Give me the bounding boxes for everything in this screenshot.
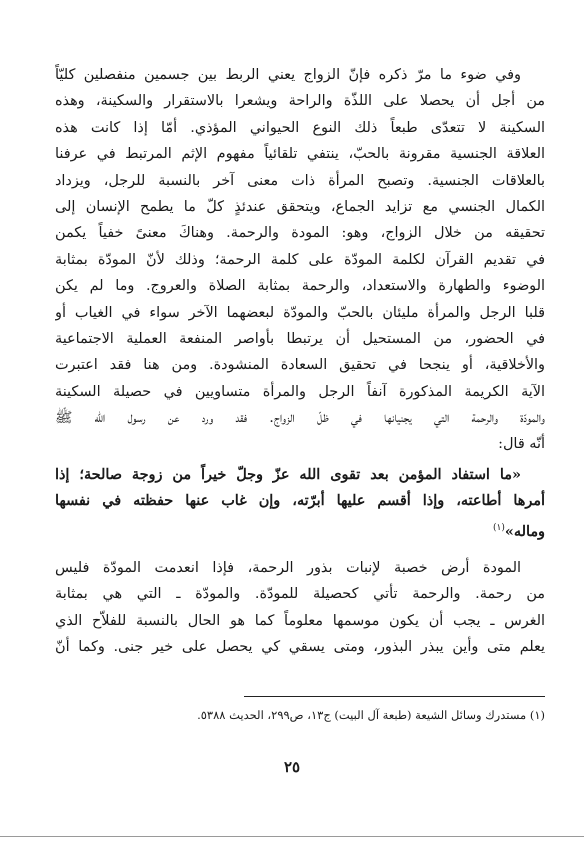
quote-text: وماله» xyxy=(504,522,545,540)
paragraph-gap xyxy=(55,541,545,555)
text-line: العلاقة الجنسية مقرونة بالحبّ، ينتفي تلقائياً مفهوم الإثم المرتبط في عرفنا xyxy=(55,146,545,163)
text-line: الغرس ـ يجب أن يكون موسمها معلوماً كما هو الحال بالنسبة للفلاّح الذي xyxy=(55,612,545,629)
text-line: بالعلاقات الجنسية. وتصبح المرأة ذات معنى آخر بالنسبة للرجل، ويزداد xyxy=(55,172,545,189)
footnote-divider xyxy=(244,696,545,697)
text-line: وفي ضوء ما مرّ ذكره فإنّ الزواج يعني الربط بين جسمين منفصلين كليّاً xyxy=(55,67,521,83)
text-line: في تقديم القرآن لكلمة المودّة على كلمة الرحمة؛ وذلك لأنّ المودّة بمثابة xyxy=(55,251,545,268)
page-number: ٢٥ xyxy=(283,758,301,776)
text-line: الآية الكريمة المذكورة آنفاً الرجل والمرأة متساويين في حصيلة السكينة xyxy=(55,383,545,400)
text-line: من رحمة. والرحمة تأتي كحصيلة للمودّة. والمودّة ـ التي هي بمثابة xyxy=(55,586,545,603)
text-line: تحقيقه من خلال الزواج، وهو: المودة والرحمة. وهناكَ معنىً خفياً يكمن xyxy=(55,225,545,242)
quote-line-last xyxy=(55,515,545,541)
text-line: الوضوء والطهارة والاستعداد، والرحمة بمثابة الصلاة والعروج. وما لم يكن xyxy=(55,278,545,295)
quote-line: أمرها أطاعته، وإذا أقسم عليها أبرّته، وإن غاب عنها حفظته في نفسها xyxy=(55,492,545,510)
text-line: في الحضور، من المستحيل أن يرتبطا بأواصر المنفعة العملية الاجتماعية xyxy=(55,330,545,347)
text-line: والمودّة والرحمة التي يجنيانها في ظلّ الزواج. فقد ورد عن رسول الله ﷺ xyxy=(55,410,545,427)
page-bottom-edge xyxy=(0,836,584,837)
quote-line: «ما استفاد المؤمن بعد تقوى الله عزّ وجلّ خيراً من زوجة صالحة؛ إذا xyxy=(55,465,521,483)
text-line: السكينة لا تتعدّى طبعاً ذلك النوع الحيواني المؤذي. أمّا إذا كانت هذه xyxy=(55,119,545,136)
text-line: والأخلاقية، أو ينجحا في تحقيق السعادة المنشودة. ومن هنا فقد اعتبرت xyxy=(55,357,545,374)
footnote-marker: (١) xyxy=(492,522,505,533)
hadith-quote xyxy=(55,462,545,541)
text-line: الكمال الجنسي مع تزايد الجماع، ويتحقق عندئذٍ كلّ ما يطمح الإنسان إلى xyxy=(55,198,545,215)
footnote: (١) مستدرك وسائل الشيعة (طبعة آل البيت) ج١٣، ص٢٩٩، الحديث ٥٣٨٨. xyxy=(197,708,545,722)
text-line: أنّه قال: xyxy=(498,436,545,453)
main-text xyxy=(55,62,545,661)
paragraph-1 xyxy=(55,62,545,458)
text-line: من أجل أن يحصلا على اللذّة والراحة ويشعرا بالاستقرار والسكينة، وهذه xyxy=(55,93,545,110)
paragraph-2 xyxy=(55,555,545,661)
text-line: قلبا الرجل والمرأة مليئان بالحبّ والمودّة لبعضهما الآخر سواء في الغياب أو xyxy=(55,304,545,321)
text-line: يعلم متى وأين يبذر البذور، ومتى يسقي كي يحصل على خير جنى. وكما أنّ xyxy=(55,639,545,656)
text-line: المودة أرض خصبة لإنبات بذور الرحمة، فإذا انعدمت المودّة فليس xyxy=(55,560,521,577)
